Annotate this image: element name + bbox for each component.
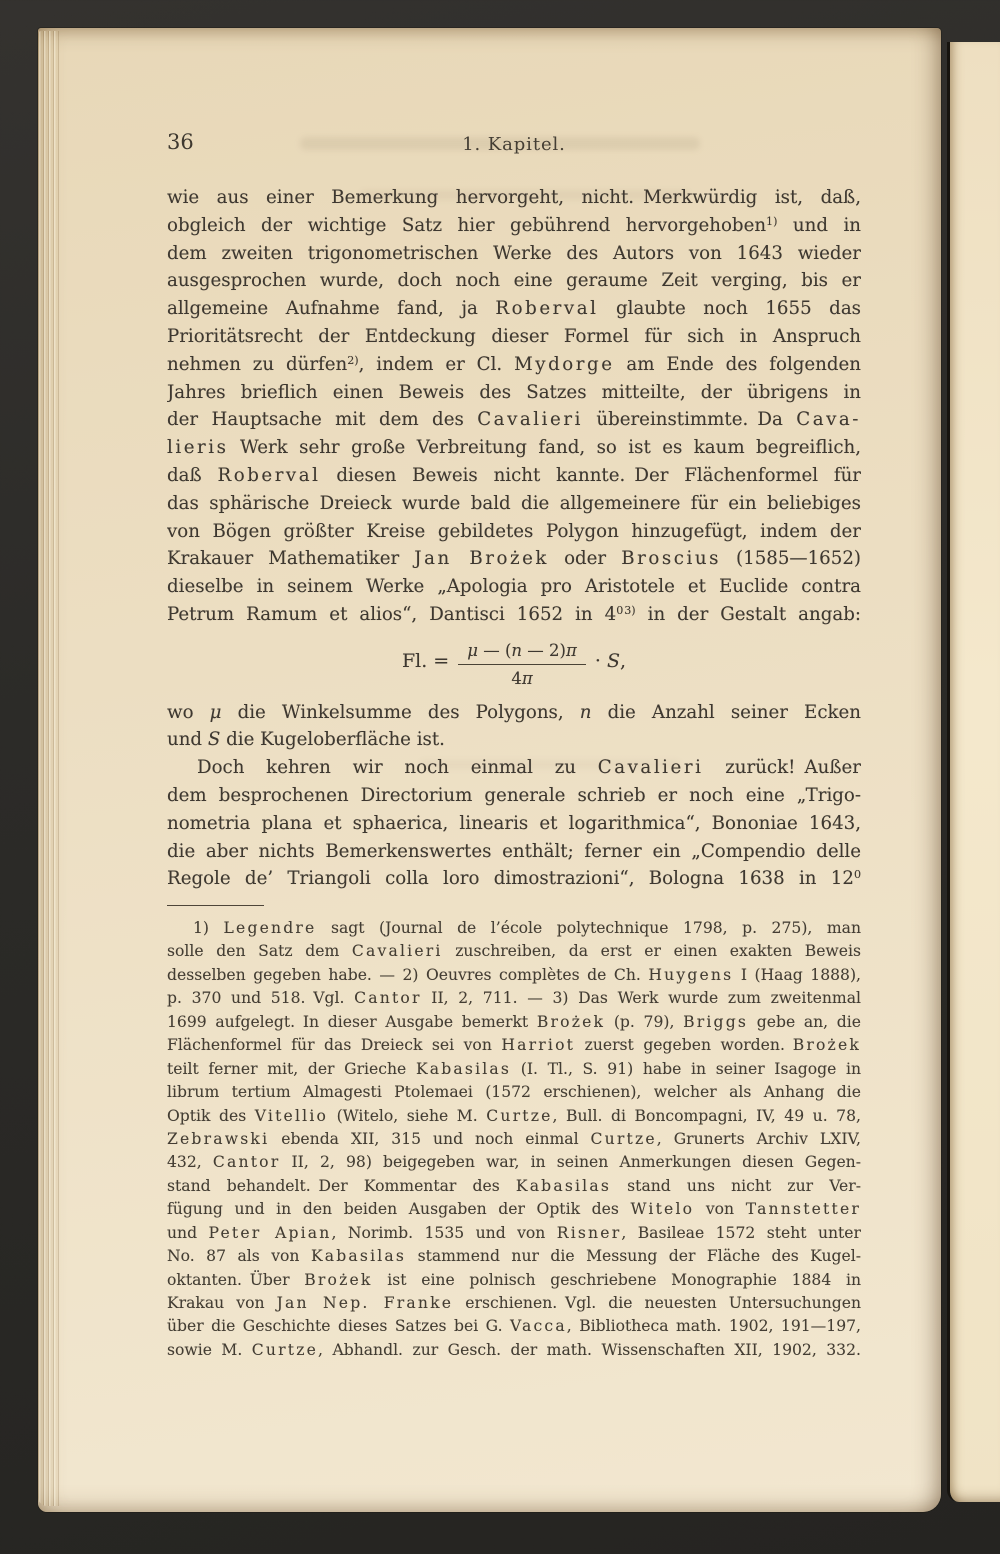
text-line: Regole de’ Triangoli colla loro dimostrazioni“, Bologna 1638 in $12^0$ xyxy=(167,868,861,890)
text-line: fügung und in den beiden Ausgaben der Optik des Witelo von Tannstetter xyxy=(167,1200,861,1219)
formula-lhs: Fl. = xyxy=(401,649,456,672)
text-line: dem zweiten trigonometrischen Werke des Autors von 1643 wieder xyxy=(167,242,861,264)
text-line: stand behandelt. Der Kommentar des Kabasilas stand uns nicht zur Ver- xyxy=(167,1176,861,1195)
text-line: oktanten. Über Brożek ist eine polnisch geschriebene Monographie 1884 in xyxy=(167,1270,861,1289)
page-edge-stack xyxy=(38,31,59,1506)
page-number: 36 xyxy=(167,130,194,154)
area-formula xyxy=(167,629,861,699)
text-line: die aber nichts Bemerkenswertes enthält; ferner ein „Compendio delle xyxy=(167,840,861,862)
text-line: obgleich der wichtige Satz hier gebührend hervorgehoben$^{1)}$ und in xyxy=(167,214,861,236)
paragraphs-after-formula xyxy=(167,699,861,894)
formula-rhs: · S, xyxy=(588,649,627,672)
text-line: 1) Legendre sagt (Journal de l’école polytechnique 1798, p. 275), man xyxy=(193,919,861,937)
body-text xyxy=(167,184,861,893)
text-line: librum tertium Almagesti Ptolemaei (1572 erschienen), welcher als Anhang die xyxy=(167,1083,861,1102)
text-line: Optik des Vitellio (Witelo, siehe M. Curtze, Bull. di Boncompagni, IV, 49 u. 78, xyxy=(167,1106,861,1125)
text-line: Zebrawski ebenda XII, 315 und noch einmal Curtze, Grunerts Archiv LXIV, xyxy=(167,1129,861,1148)
text-line: Petrum Ramum et alios“, Dantisci 1652 in 4$^{03)}$ in der Gestalt angab: xyxy=(167,603,861,625)
text-line: Krakau von Jan Nep. Franke erschienen. Vgl. die neuesten Untersuchungen xyxy=(167,1294,861,1312)
text-line: desselben gegeben habe. — 2) Oeuvres complètes de Ch. Huygens I (Haag 1888), xyxy=(167,965,861,984)
text-line: Krakauer Mathematiker Jan Brożek oder Broscius (1585—1652) xyxy=(167,548,861,570)
text-line: allgemeine Aufnahme fand, ja Roberval glaubte noch 1655 das xyxy=(167,298,861,320)
text-line: teilt ferner mit, der Grieche Kabasilas (I. Tl., S. 91) habe in seiner Isagoge in xyxy=(167,1059,861,1078)
formula-fraction xyxy=(458,640,586,690)
text-line: sowie M. Curtze, Abhandl. zur Gesch. der math. Wissenschaften XII, 1902, 332. xyxy=(167,1340,861,1359)
text-line: ausgesprochen wurde, doch noch eine geraume Zeit verging, bis er xyxy=(167,270,861,292)
text-line: dieselbe in seinem Werke „Apologia pro Aristotele et Euclide contra xyxy=(167,576,861,598)
text-line: und Peter Apian, Norimb. 1535 und von Risner, Basileae 1572 steht unter xyxy=(167,1223,861,1242)
text-line: Jahres brieflich einen Beweis des Satzes mitteilte, der übrigens in xyxy=(167,381,861,403)
text-line: wie aus einer Bemerkung hervorgeht, nicht. Merkwürdig ist, daß, xyxy=(167,187,861,208)
text-line: Doch kehren wir noch einmal zu Cavalieri zurück! Außer xyxy=(197,757,861,779)
text-line: daß Roberval diesen Beweis nicht kannte. Der Flächenformel für xyxy=(167,464,861,486)
formula-denominator: 4π xyxy=(511,669,533,689)
paragraphs-before-formula xyxy=(167,184,861,629)
footnote-separator-rule xyxy=(167,905,264,906)
text-line: von Bögen größter Kreise gebildetes Polygon hinzugefügt, indem der xyxy=(167,520,861,542)
text-line: über die Geschichte dieses Satzes bei G. Vacca, Bibliotheca math. 1902, 191—197, xyxy=(167,1317,861,1336)
text-line: Prioritätsrecht der Entdeckung dieser Formel für sich in Anspruch xyxy=(167,325,861,347)
text-line: solle den Satz dem Cavalieri zuschreiben, da erst er einen exakten Beweis xyxy=(167,942,861,961)
footnote-text xyxy=(167,917,861,1362)
text-line: dem besprochenen Directorium generale schrieb er noch eine „Trigo- xyxy=(167,785,861,807)
text-line: der Hauptsache mit dem des Cavalieri übereinstimmte. Da Cava- xyxy=(167,409,861,431)
text-line: No. 87 als von Kabasilas stammend nur die Messung der Fläche des Kugel- xyxy=(167,1247,861,1266)
text-line: lieris Werk sehr große Verbreitung fand, so ist es kaum begreiflich, xyxy=(167,437,861,459)
text-line: nehmen zu dürfen$^{2)}$, indem er Cl. Mydorge am Ende des folgenden xyxy=(167,353,861,375)
text-line: wo μ die Winkelsumme des Polygons, n die Anzahl seiner Ecken xyxy=(167,701,861,723)
text-line: und S die Kugeloberfläche ist. xyxy=(167,729,445,751)
text-line: Flächenformel für das Dreieck sei von Harriot zuerst gegeben worden. Brożek xyxy=(167,1036,861,1055)
text-line: das sphärische Dreieck wurde bald die allgemeinere für ein beliebiges xyxy=(167,492,861,514)
text-line: p. 370 und 518. Vgl. Cantor II, 2, 711. — 3) Das Werk wurde zum zweitenmal xyxy=(167,989,861,1008)
formula-numerator: μ — (n — 2)π xyxy=(458,640,586,665)
chapter-header: 1. Kapitel. xyxy=(462,134,566,155)
text-line: 1699 aufgelegt. In dieser Ausgabe bemerkt Brożek (p. 79), Briggs gebe an, die xyxy=(167,1012,861,1031)
text-line: nometria plana et sphaerica, linearis et logarithmica“, Bononiae 1643, xyxy=(167,812,861,834)
text-line: 432, Cantor II, 2, 98) beigegeben war, in seinen Anmerkungen diesen Gegen- xyxy=(167,1153,861,1172)
next-page-edge xyxy=(947,42,1000,1502)
